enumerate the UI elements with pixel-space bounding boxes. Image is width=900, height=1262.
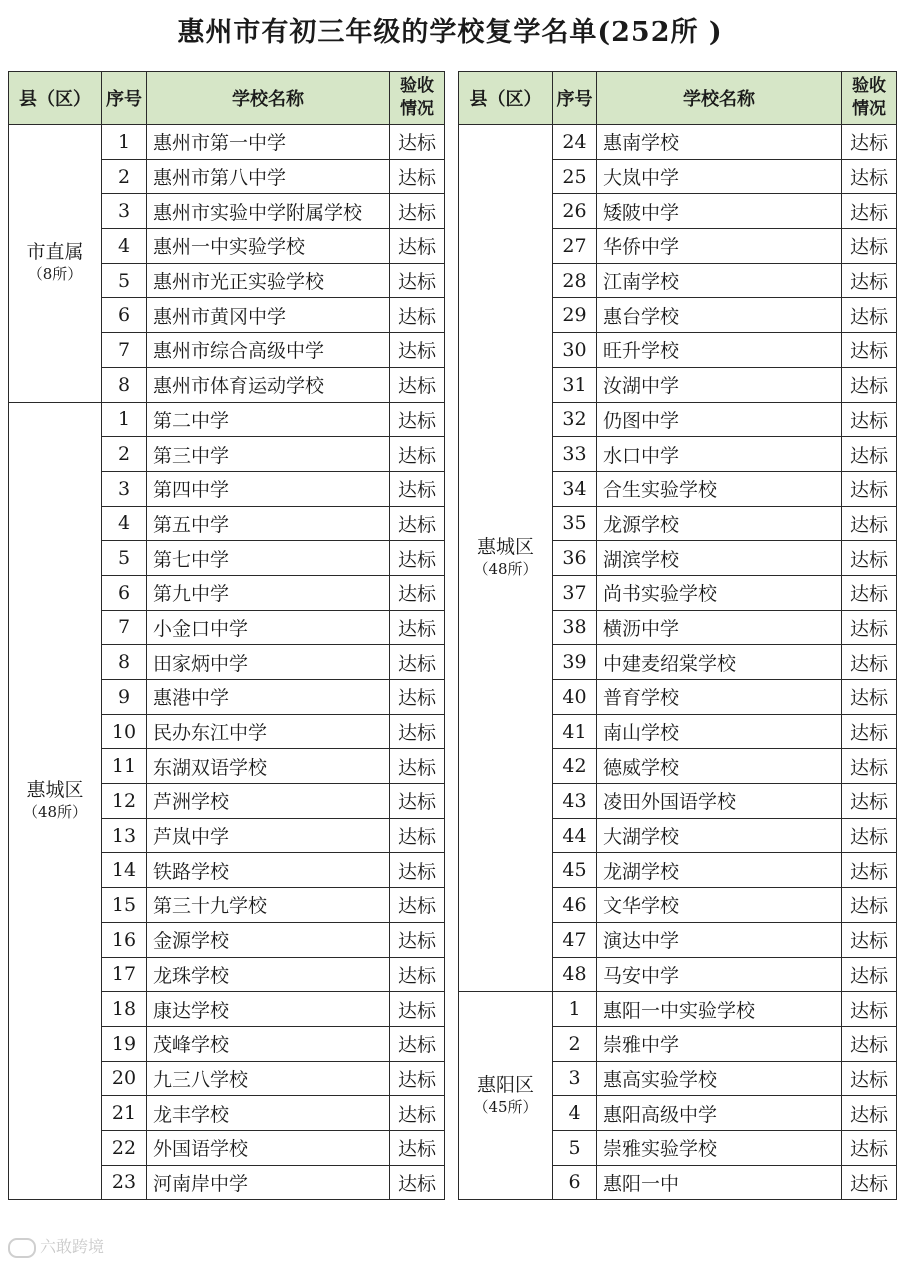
seq-cell: 8 <box>102 645 147 680</box>
school-name-cell: 惠州市体育运动学校 <box>147 367 390 402</box>
table-row <box>9 125 445 160</box>
seq-cell: 7 <box>102 610 147 645</box>
status-cell: 达标 <box>842 784 897 819</box>
school-name-cell: 第五中学 <box>147 506 390 541</box>
status-cell: 达标 <box>390 333 445 368</box>
school-name-cell: 芦岚中学 <box>147 818 390 853</box>
seq-cell: 16 <box>102 922 147 957</box>
school-name-cell: 崇雅中学 <box>597 1026 842 1061</box>
school-count: （48所） <box>473 560 538 579</box>
status-cell: 达标 <box>842 1061 897 1096</box>
school-name-cell: 惠阳高级中学 <box>597 1096 842 1131</box>
name-header: 学校名称 <box>597 72 842 125</box>
school-name-cell: 第三十九学校 <box>147 888 390 923</box>
county-name: 惠阳区 <box>476 1073 534 1096</box>
status-cell: 达标 <box>842 125 897 160</box>
seq-cell: 3 <box>102 471 147 506</box>
school-name-cell: 龙湖学校 <box>597 853 842 888</box>
status-cell: 达标 <box>390 853 445 888</box>
status-cell: 达标 <box>842 992 897 1027</box>
seq-cell: 1 <box>553 992 597 1027</box>
seq-cell: 13 <box>102 818 147 853</box>
status-cell: 达标 <box>842 194 897 229</box>
seq-cell: 43 <box>553 784 597 819</box>
county-cell <box>9 125 102 403</box>
status-cell: 达标 <box>842 575 897 610</box>
table-row <box>459 992 897 1027</box>
status-cell: 达标 <box>390 645 445 680</box>
status-cell: 达标 <box>842 957 897 992</box>
school-name-cell: 水口中学 <box>597 437 842 472</box>
school-count: （8所） <box>27 265 83 284</box>
seq-cell: 40 <box>553 680 597 715</box>
school-name-cell: 铁路学校 <box>147 853 390 888</box>
school-name-cell: 惠港中学 <box>147 680 390 715</box>
right-school-table <box>458 71 897 1200</box>
county-header: 县（区） <box>9 72 102 125</box>
status-cell: 达标 <box>390 749 445 784</box>
county-name: 市直属 <box>26 241 84 264</box>
seq-cell: 46 <box>553 888 597 923</box>
school-name-cell: 惠台学校 <box>597 298 842 333</box>
school-name-cell: 大岚中学 <box>597 159 842 194</box>
seq-cell: 21 <box>102 1096 147 1131</box>
seq-cell: 29 <box>553 298 597 333</box>
seq-cell: 28 <box>553 263 597 298</box>
status-cell: 达标 <box>842 888 897 923</box>
name-header: 学校名称 <box>147 72 390 125</box>
status-cell: 达标 <box>842 159 897 194</box>
status-cell: 达标 <box>390 437 445 472</box>
school-name-cell: 华侨中学 <box>597 229 842 264</box>
school-name-cell: 湖滨学校 <box>597 541 842 576</box>
status-cell: 达标 <box>842 1026 897 1061</box>
school-name-cell: 惠州市实验中学附属学校 <box>147 194 390 229</box>
status-cell: 达标 <box>842 749 897 784</box>
seq-cell: 5 <box>553 1130 597 1165</box>
status-cell: 达标 <box>842 680 897 715</box>
seq-cell: 48 <box>553 957 597 992</box>
school-name-cell: 旺升学校 <box>597 333 842 368</box>
seq-cell: 33 <box>553 437 597 472</box>
status-cell: 达标 <box>842 229 897 264</box>
status-cell: 达标 <box>390 922 445 957</box>
school-name-cell: 龙丰学校 <box>147 1096 390 1131</box>
status-cell: 达标 <box>390 471 445 506</box>
status-cell: 达标 <box>842 263 897 298</box>
school-name-cell: 汝湖中学 <box>597 367 842 402</box>
seq-cell: 30 <box>553 333 597 368</box>
school-name-cell: 东湖双语学校 <box>147 749 390 784</box>
seq-cell: 5 <box>102 541 147 576</box>
county-name: 惠城区 <box>26 778 84 801</box>
status-cell: 达标 <box>842 298 897 333</box>
status-cell: 达标 <box>390 888 445 923</box>
status-cell: 达标 <box>842 506 897 541</box>
school-name-cell: 仍图中学 <box>597 402 842 437</box>
status-cell: 达标 <box>390 575 445 610</box>
school-name-cell: 惠阳一中 <box>597 1165 842 1200</box>
school-name-cell: 龙珠学校 <box>147 957 390 992</box>
school-name-cell: 惠州市第一中学 <box>147 125 390 160</box>
seq-cell: 44 <box>553 818 597 853</box>
seq-cell: 1 <box>102 402 147 437</box>
seq-cell: 9 <box>102 680 147 715</box>
seq-cell: 6 <box>102 298 147 333</box>
school-name-cell: 横沥中学 <box>597 610 842 645</box>
status-cell: 达标 <box>390 610 445 645</box>
seq-cell: 6 <box>553 1165 597 1200</box>
school-name-cell: 第四中学 <box>147 471 390 506</box>
school-name-cell: 惠州市第八中学 <box>147 159 390 194</box>
school-name-cell: 演达中学 <box>597 922 842 957</box>
status-cell: 达标 <box>390 784 445 819</box>
status-cell: 达标 <box>842 610 897 645</box>
seq-cell: 15 <box>102 888 147 923</box>
school-name-cell: 外国语学校 <box>147 1130 390 1165</box>
status-cell: 达标 <box>390 298 445 333</box>
left-table-body <box>9 125 445 1200</box>
school-name-cell: 河南岸中学 <box>147 1165 390 1200</box>
status-cell: 达标 <box>842 645 897 680</box>
school-name-cell: 德威学校 <box>597 749 842 784</box>
seq-cell: 26 <box>553 194 597 229</box>
school-name-cell: 大湖学校 <box>597 818 842 853</box>
watermark-logo-icon <box>8 1238 36 1258</box>
right-table-body <box>459 125 897 1200</box>
status-cell: 达标 <box>842 922 897 957</box>
status-cell: 达标 <box>842 1165 897 1200</box>
school-name-cell: 文华学校 <box>597 888 842 923</box>
seq-cell: 36 <box>553 541 597 576</box>
school-name-cell: 江南学校 <box>597 263 842 298</box>
county-name: 惠城区 <box>476 536 534 559</box>
school-name-cell: 惠南学校 <box>597 125 842 160</box>
seq-cell: 38 <box>553 610 597 645</box>
school-name-cell: 金源学校 <box>147 922 390 957</box>
status-header: 验收 情况 <box>390 72 445 125</box>
seq-cell: 45 <box>553 853 597 888</box>
school-name-cell: 中建麦绍棠学校 <box>597 645 842 680</box>
school-name-cell: 普育学校 <box>597 680 842 715</box>
school-name-cell: 茂峰学校 <box>147 1026 390 1061</box>
status-cell: 达标 <box>842 853 897 888</box>
school-name-cell: 南山学校 <box>597 714 842 749</box>
school-name-cell: 小金口中学 <box>147 610 390 645</box>
seq-header: 序号 <box>553 72 597 125</box>
status-cell: 达标 <box>390 1026 445 1061</box>
school-name-cell: 惠州一中实验学校 <box>147 229 390 264</box>
county-cell <box>9 402 102 1200</box>
school-name-cell: 惠阳一中实验学校 <box>597 992 842 1027</box>
seq-cell: 35 <box>553 506 597 541</box>
seq-cell: 2 <box>102 159 147 194</box>
seq-cell: 14 <box>102 853 147 888</box>
status-cell: 达标 <box>390 125 445 160</box>
status-cell: 达标 <box>390 1165 445 1200</box>
school-name-cell: 第二中学 <box>147 402 390 437</box>
seq-cell: 24 <box>553 125 597 160</box>
status-cell: 达标 <box>842 818 897 853</box>
status-cell: 达标 <box>390 402 445 437</box>
status-cell: 达标 <box>390 229 445 264</box>
school-name-cell: 惠高实验学校 <box>597 1061 842 1096</box>
school-count: （48所） <box>22 802 88 821</box>
seq-cell: 11 <box>102 749 147 784</box>
school-name-cell: 龙源学校 <box>597 506 842 541</box>
status-cell: 达标 <box>390 680 445 715</box>
left-school-table <box>8 71 445 1200</box>
seq-cell: 17 <box>102 957 147 992</box>
status-cell: 达标 <box>390 367 445 402</box>
status-cell: 达标 <box>390 194 445 229</box>
status-cell: 达标 <box>390 1130 445 1165</box>
status-cell: 达标 <box>842 714 897 749</box>
status-cell: 达标 <box>842 1096 897 1131</box>
status-cell: 达标 <box>842 541 897 576</box>
school-name-cell: 民办东江中学 <box>147 714 390 749</box>
seq-cell: 6 <box>102 575 147 610</box>
seq-cell: 2 <box>102 437 147 472</box>
seq-cell: 39 <box>553 645 597 680</box>
status-cell: 达标 <box>842 333 897 368</box>
seq-cell: 5 <box>102 263 147 298</box>
seq-cell: 4 <box>102 229 147 264</box>
seq-cell: 22 <box>102 1130 147 1165</box>
status-cell: 达标 <box>390 541 445 576</box>
seq-cell: 3 <box>102 194 147 229</box>
seq-cell: 32 <box>553 402 597 437</box>
school-name-cell: 第三中学 <box>147 437 390 472</box>
seq-cell: 20 <box>102 1061 147 1096</box>
header-row <box>459 72 897 125</box>
seq-cell: 12 <box>102 784 147 819</box>
seq-cell: 41 <box>553 714 597 749</box>
school-name-cell: 惠州市黄冈中学 <box>147 298 390 333</box>
seq-cell: 8 <box>102 367 147 402</box>
status-cell: 达标 <box>390 1061 445 1096</box>
school-name-cell: 田家炳中学 <box>147 645 390 680</box>
status-header: 验收 情况 <box>842 72 897 125</box>
school-name-cell: 凌田外国语学校 <box>597 784 842 819</box>
school-name-cell: 矮陂中学 <box>597 194 842 229</box>
status-cell: 达标 <box>390 957 445 992</box>
seq-cell: 34 <box>553 471 597 506</box>
seq-cell: 1 <box>102 125 147 160</box>
status-cell: 达标 <box>390 992 445 1027</box>
seq-cell: 42 <box>553 749 597 784</box>
school-name-cell: 康达学校 <box>147 992 390 1027</box>
seq-cell: 27 <box>553 229 597 264</box>
seq-cell: 31 <box>553 367 597 402</box>
seq-cell: 18 <box>102 992 147 1027</box>
school-name-cell: 尚书实验学校 <box>597 575 842 610</box>
status-cell: 达标 <box>390 263 445 298</box>
status-cell: 达标 <box>390 159 445 194</box>
seq-cell: 4 <box>553 1096 597 1131</box>
header-row <box>9 72 445 125</box>
school-name-cell: 惠州市综合高级中学 <box>147 333 390 368</box>
status-cell: 达标 <box>390 714 445 749</box>
seq-cell: 3 <box>553 1061 597 1096</box>
table-row <box>9 402 445 437</box>
school-name-cell: 芦洲学校 <box>147 784 390 819</box>
county-header: 县（区） <box>459 72 553 125</box>
school-name-cell: 第七中学 <box>147 541 390 576</box>
school-count: （45所） <box>473 1097 538 1116</box>
county-cell <box>459 125 553 992</box>
seq-cell: 7 <box>102 333 147 368</box>
school-name-cell: 马安中学 <box>597 957 842 992</box>
seq-cell: 10 <box>102 714 147 749</box>
school-name-cell: 合生实验学校 <box>597 471 842 506</box>
school-name-cell: 第九中学 <box>147 575 390 610</box>
seq-header: 序号 <box>102 72 147 125</box>
status-cell: 达标 <box>390 1096 445 1131</box>
seq-cell: 37 <box>553 575 597 610</box>
seq-cell: 47 <box>553 922 597 957</box>
seq-cell: 2 <box>553 1026 597 1061</box>
seq-cell: 25 <box>553 159 597 194</box>
status-cell: 达标 <box>390 818 445 853</box>
status-cell: 达标 <box>842 367 897 402</box>
table-row <box>459 125 897 160</box>
watermark: 六敢跨境 <box>8 1234 104 1258</box>
status-cell: 达标 <box>842 1130 897 1165</box>
school-name-cell: 崇雅实验学校 <box>597 1130 842 1165</box>
status-cell: 达标 <box>842 402 897 437</box>
status-cell: 达标 <box>842 471 897 506</box>
page-title: 惠州市有初三年级的学校复学名单(252所 ) <box>177 17 723 48</box>
status-cell: 达标 <box>842 437 897 472</box>
seq-cell: 19 <box>102 1026 147 1061</box>
county-cell <box>459 992 553 1200</box>
seq-cell: 4 <box>102 506 147 541</box>
school-name-cell: 惠州市光正实验学校 <box>147 263 390 298</box>
seq-cell: 23 <box>102 1165 147 1200</box>
status-cell: 达标 <box>390 506 445 541</box>
school-name-cell: 九三八学校 <box>147 1061 390 1096</box>
